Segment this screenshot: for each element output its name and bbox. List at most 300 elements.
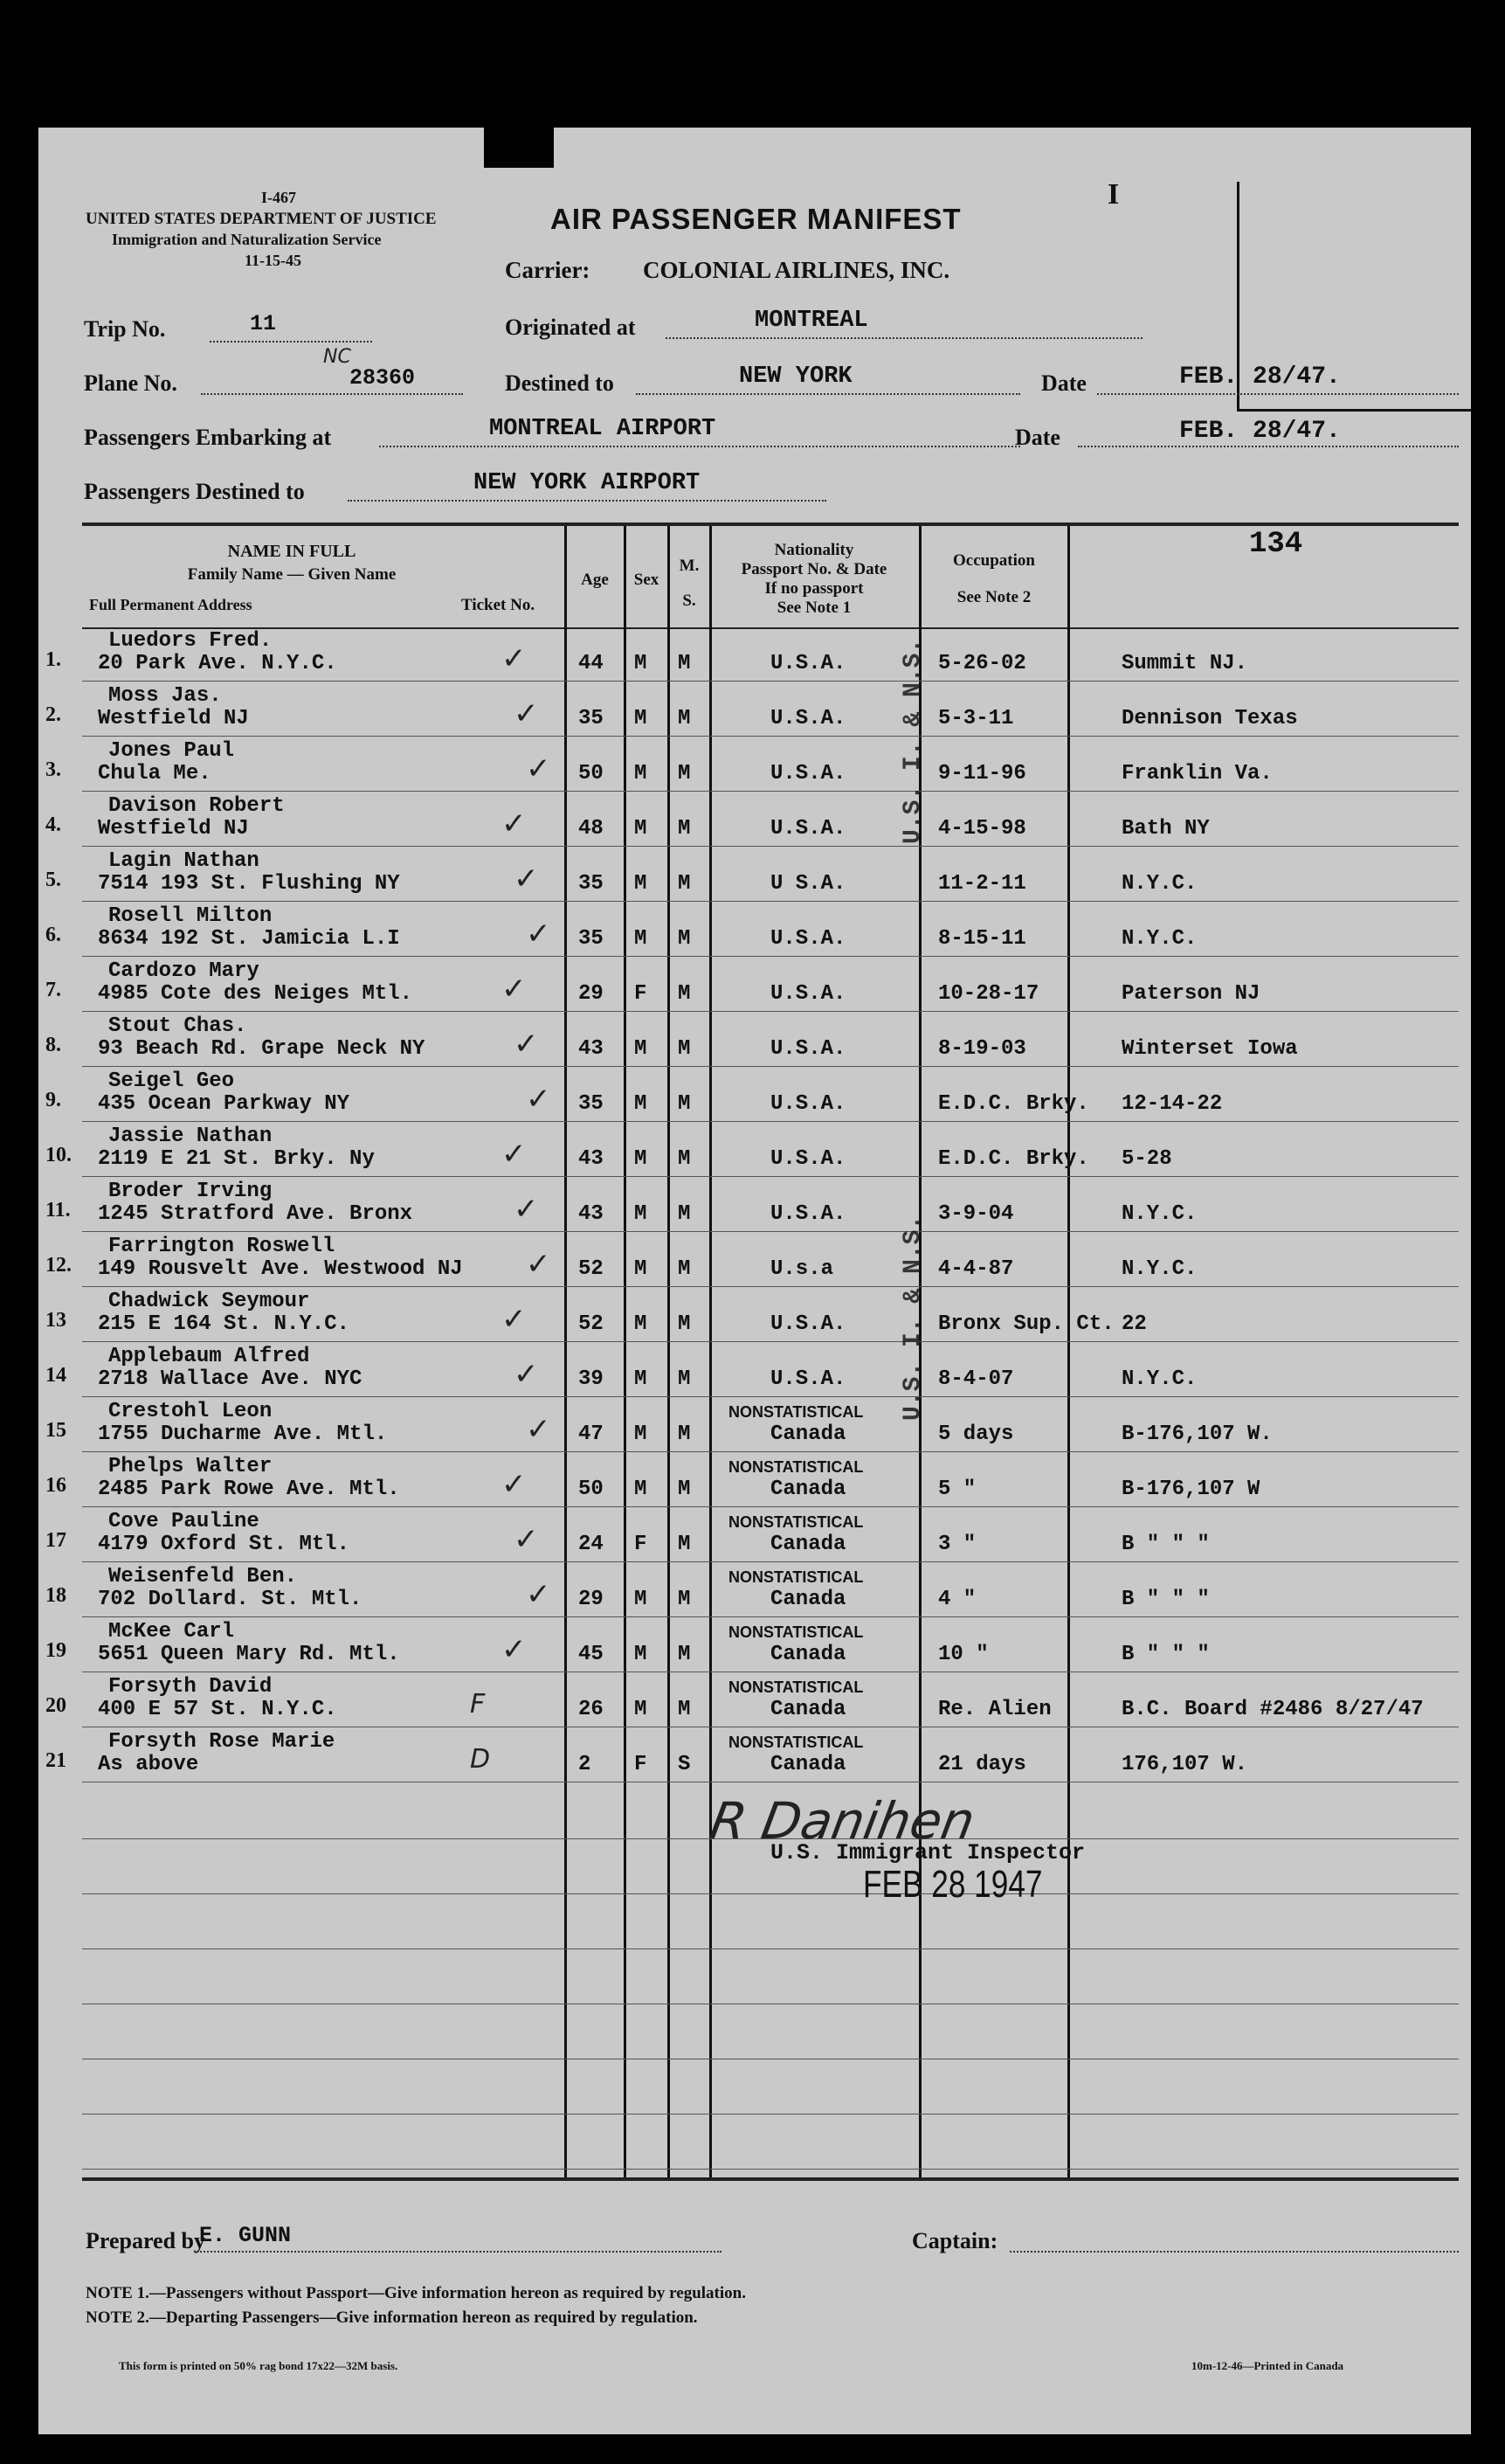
destined-label: Destined to xyxy=(505,370,614,396)
col-occ-2: See Note 2 xyxy=(956,588,1032,606)
passenger-address: 2119 E 21 St. Brky. Ny xyxy=(98,1147,375,1171)
row-number: 5. xyxy=(45,869,61,891)
row-rule xyxy=(82,846,1459,847)
passenger-name: Farrington Roswell xyxy=(108,1235,335,1258)
department: UNITED STATES DEPARTMENT OF JUSTICE xyxy=(86,210,437,228)
passenger-address: 2718 Wallace Ave. NYC xyxy=(98,1367,362,1391)
passenger-detail-1: 5 " xyxy=(938,1478,977,1501)
passenger-nationality: U.S.A. xyxy=(770,982,846,1006)
ticket-mark: D xyxy=(470,1744,491,1775)
passenger-nationality: U.S.A. xyxy=(770,1202,846,1226)
check-mark: ✓ xyxy=(501,641,527,676)
passenger-detail-1: 10-28-17 xyxy=(938,982,1039,1006)
passenger-sex: M xyxy=(634,1147,647,1171)
table-row xyxy=(38,958,1471,1013)
passenger-sex: M xyxy=(634,1698,647,1721)
check-mark: ✓ xyxy=(526,1577,551,1612)
passenger-detail-2: Paterson NJ xyxy=(1122,982,1260,1006)
passenger-address: 2485 Park Rowe Ave. Mtl. xyxy=(98,1478,400,1501)
passenger-detail-2: Bath NY xyxy=(1122,817,1210,841)
passenger-address: Chula Me. xyxy=(98,762,211,786)
check-mark: ✓ xyxy=(501,1137,527,1172)
passenger-name: Luedors Fred. xyxy=(108,629,273,653)
passenger-sex: M xyxy=(634,872,647,896)
passenger-marital: M xyxy=(678,1312,691,1336)
passenger-name: Weisenfeld Ben. xyxy=(108,1565,298,1588)
col-address: Full Permanent Address xyxy=(89,596,252,613)
row-number: 16 xyxy=(45,1474,66,1497)
check-mark: ✓ xyxy=(501,806,527,841)
passenger-detail-1: 3 " xyxy=(938,1533,977,1556)
passenger-detail-1: 8-19-03 xyxy=(938,1037,1026,1061)
row-number: 7. xyxy=(45,979,61,1001)
table-row xyxy=(38,1233,1471,1288)
passenger-age: 43 xyxy=(578,1147,604,1171)
passenger-marital: M xyxy=(678,707,691,730)
plane-note: NC xyxy=(323,346,351,368)
table-row xyxy=(38,1728,1471,1783)
col-name: NAME IN FULL xyxy=(227,542,356,561)
check-mark: ✓ xyxy=(526,1082,551,1117)
passenger-age: 48 xyxy=(578,817,604,841)
passenger-sex: M xyxy=(634,1037,647,1061)
table-row xyxy=(38,1123,1471,1178)
ticket-mark: F xyxy=(470,1689,486,1720)
passenger-address: Westfield NJ xyxy=(98,817,249,841)
trip-label: Trip No. xyxy=(84,316,166,342)
passenger-detail-1: 4-4-87 xyxy=(938,1257,1014,1281)
row-number: 17 xyxy=(45,1529,66,1552)
passenger-sex: M xyxy=(634,1643,647,1666)
passenger-age: 47 xyxy=(578,1422,604,1446)
passenger-age: 24 xyxy=(578,1533,604,1556)
passenger-age: 26 xyxy=(578,1698,604,1721)
passenger-detail-2: Dennison Texas xyxy=(1122,707,1298,730)
date-label: Date xyxy=(1041,370,1087,396)
passenger-marital: M xyxy=(678,1643,691,1666)
passenger-detail-2: N.Y.C. xyxy=(1122,1257,1198,1281)
nonstatistical-stamp: NONSTATISTICAL xyxy=(728,1623,864,1641)
nonstatistical-stamp: NONSTATISTICAL xyxy=(728,1568,864,1586)
passenger-detail-2: 12-14-22 xyxy=(1122,1092,1223,1116)
passenger-sex: M xyxy=(634,1257,647,1281)
passenger-address: 149 Rousvelt Ave. Westwood NJ xyxy=(98,1257,463,1281)
passenger-detail-1: Bronx Sup. Ct. xyxy=(938,1312,1115,1336)
passenger-sex: M xyxy=(634,817,647,841)
check-mark: ✓ xyxy=(526,751,551,786)
row-rule xyxy=(82,1066,1459,1067)
check-mark: ✓ xyxy=(514,1522,539,1557)
passenger-nationality: U.S.A. xyxy=(770,762,846,786)
row-number: 2. xyxy=(45,703,61,726)
check-mark: ✓ xyxy=(526,1412,551,1447)
passenger-name: Rosell Milton xyxy=(108,904,273,928)
check-mark: ✓ xyxy=(501,972,527,1007)
check-mark: ✓ xyxy=(514,862,539,896)
table-row xyxy=(38,737,1471,792)
passenger-detail-1: Re. Alien xyxy=(938,1698,1052,1721)
col-sex: Sex xyxy=(633,571,659,589)
date-value: FEB. 28/47. xyxy=(1179,363,1341,391)
col-family-given: Family Name — Given Name xyxy=(187,565,397,584)
passenger-nationality: Canada xyxy=(770,1478,846,1501)
passenger-detail-2: B-176,107 W. xyxy=(1122,1422,1273,1446)
prepared-label: Prepared by xyxy=(86,2228,205,2253)
passenger-age: 29 xyxy=(578,1588,604,1611)
passenger-detail-1: 8-4-07 xyxy=(938,1367,1014,1391)
passenger-detail-2: Winterset Iowa xyxy=(1122,1037,1298,1061)
passenger-age: 50 xyxy=(578,1478,604,1501)
passenger-marital: M xyxy=(678,1533,691,1556)
passenger-nationality: Canada xyxy=(770,1588,846,1611)
inspector-signature: R Danihen xyxy=(706,1791,980,1851)
passenger-marital: M xyxy=(678,1478,691,1501)
nonstatistical-stamp: NONSTATISTICAL xyxy=(728,1678,864,1696)
passenger-detail-2: B " " " xyxy=(1122,1643,1210,1666)
embarking-value: MONTREAL AIRPORT xyxy=(489,416,716,442)
passenger-address: 702 Dollard. St. Mtl. xyxy=(98,1588,362,1611)
passenger-nationality: U.s.a xyxy=(770,1257,834,1281)
passenger-name: Broder Irving xyxy=(108,1180,273,1203)
table-bottom-rule xyxy=(82,2177,1459,2181)
corner-mark: I xyxy=(1108,178,1120,211)
passenger-age: 35 xyxy=(578,707,604,730)
passenger-nationality: U.S.A. xyxy=(770,1037,846,1061)
passenger-detail-2: Summit NJ. xyxy=(1122,652,1248,675)
passenger-age: 35 xyxy=(578,1092,604,1116)
passenger-age: 35 xyxy=(578,872,604,896)
table-row xyxy=(38,1563,1471,1618)
vertical-stamp-2: U.S. I. & N.S. xyxy=(900,1215,927,1421)
passenger-name: Moss Jas. xyxy=(108,684,222,708)
plane-label: Plane No. xyxy=(84,370,177,396)
passenger-marital: M xyxy=(678,762,691,786)
passenger-sex: M xyxy=(634,1367,647,1391)
passenger-marital: M xyxy=(678,1202,691,1226)
passenger-detail-1: 5-26-02 xyxy=(938,652,1026,675)
destined-value: NEW YORK xyxy=(739,363,853,390)
passenger-sex: M xyxy=(634,762,647,786)
table-row xyxy=(38,1508,1471,1563)
passenger-nationality: U.S.A. xyxy=(770,927,846,951)
passenger-name: Cove Pauline xyxy=(108,1510,259,1533)
passenger-nationality: U.S.A. xyxy=(770,1147,846,1171)
passenger-name: Lagin Nathan xyxy=(108,849,259,873)
row-number: 9. xyxy=(45,1089,61,1111)
row-rule xyxy=(82,1286,1459,1287)
row-number: 8. xyxy=(45,1034,61,1056)
table-row xyxy=(38,1343,1471,1398)
passenger-detail-2: B.C. Board #2486 8/27/47 xyxy=(1122,1698,1424,1721)
table-row xyxy=(38,1618,1471,1673)
table-row xyxy=(38,1673,1471,1728)
form-date: 11-15-45 xyxy=(245,252,301,269)
originated-label: Originated at xyxy=(505,315,636,340)
table-row xyxy=(38,1178,1471,1233)
date2-label: Date xyxy=(1015,425,1060,450)
passenger-detail-1: 8-15-11 xyxy=(938,927,1026,951)
check-mark: ✓ xyxy=(501,1302,527,1337)
passenger-name: McKee Carl xyxy=(108,1620,235,1644)
check-mark: ✓ xyxy=(501,1467,527,1502)
row-number: 3. xyxy=(45,758,61,781)
passenger-detail-2: 5-28 xyxy=(1122,1147,1172,1171)
passenger-detail-1: 5 days xyxy=(938,1422,1014,1446)
passenger-nationality: Canada xyxy=(770,1753,846,1776)
passenger-address: 435 Ocean Parkway NY xyxy=(98,1092,350,1116)
passenger-sex: M xyxy=(634,1312,647,1336)
passenger-detail-1: E.D.C. Brky. xyxy=(938,1092,1089,1116)
passenger-marital: M xyxy=(678,1698,691,1721)
passenger-marital: M xyxy=(678,1147,691,1171)
passenger-address: 4179 Oxford St. Mtl. xyxy=(98,1533,350,1556)
passenger-name: Davison Robert xyxy=(108,794,285,818)
table-row xyxy=(38,1068,1471,1123)
row-rule xyxy=(82,1396,1459,1397)
row-number: 1. xyxy=(45,648,61,671)
passenger-sex: F xyxy=(634,982,647,1006)
passenger-address: 4985 Cote des Neiges Mtl. xyxy=(98,982,413,1006)
carrier-label: Carrier: xyxy=(505,257,590,283)
passenger-marital: M xyxy=(678,872,691,896)
nonstatistical-stamp: NONSTATISTICAL xyxy=(728,1734,864,1751)
printed-right: 10m-12-46—Printed in Canada xyxy=(1191,2359,1344,2372)
passenger-marital: M xyxy=(678,982,691,1006)
passenger-name: Jones Paul xyxy=(108,739,235,763)
row-number: 10. xyxy=(45,1144,72,1166)
table-top-rule xyxy=(82,523,1459,526)
passenger-detail-2: Franklin Va. xyxy=(1122,762,1273,786)
vertical-stamp-1: U.S. I. & N.S. xyxy=(900,638,927,844)
col-nat-2: Passport No. & Date xyxy=(741,560,887,578)
passenger-nationality: U.S.A. xyxy=(770,817,846,841)
passenger-detail-1: 4-15-98 xyxy=(938,817,1026,841)
passenger-name: Applebaum Alfred xyxy=(108,1345,310,1368)
col-nat-1: Nationality xyxy=(774,541,854,559)
row-number: 15 xyxy=(45,1419,66,1442)
col-nat-4: See Note 1 xyxy=(777,599,852,617)
passenger-detail-2: 176,107 W. xyxy=(1122,1753,1248,1776)
row-rule xyxy=(82,681,1459,682)
passenger-nationality: U.S.A. xyxy=(770,652,846,675)
check-mark: ✓ xyxy=(501,1632,527,1667)
passenger-marital: M xyxy=(678,817,691,841)
row-rule xyxy=(82,956,1459,957)
row-number: 19 xyxy=(45,1639,66,1662)
passenger-name: Seigel Geo xyxy=(108,1069,235,1093)
passenger-address: 8634 192 St. Jamicia L.I xyxy=(98,927,400,951)
passenger-sex: M xyxy=(634,707,647,730)
passenger-name: Jassie Nathan xyxy=(108,1125,273,1148)
col-nat-3: If no passport xyxy=(764,579,864,598)
pass-destined-label: Passengers Destined to xyxy=(84,479,305,504)
passenger-name: Forsyth David xyxy=(108,1675,273,1699)
service: Immigration and Naturalization Service xyxy=(112,231,382,248)
passenger-nationality: U.S.A. xyxy=(770,1367,846,1391)
passenger-detail-2: N.Y.C. xyxy=(1122,1202,1198,1226)
table-row xyxy=(38,903,1471,958)
note-2: NOTE 2.—Departing Passengers—Give information hereon as required by regulation. xyxy=(86,2308,698,2327)
passenger-sex: F xyxy=(634,1753,647,1776)
passenger-nationality: Canada xyxy=(770,1422,846,1446)
passenger-address: 1755 Ducharme Ave. Mtl. xyxy=(98,1422,388,1446)
passenger-address: As above xyxy=(98,1753,199,1776)
table-row xyxy=(38,1288,1471,1343)
passenger-detail-2: N.Y.C. xyxy=(1122,1367,1198,1391)
passenger-age: 43 xyxy=(578,1202,604,1226)
nonstatistical-stamp: NONSTATISTICAL xyxy=(728,1458,864,1476)
passenger-nationality: U.S.A. xyxy=(770,1312,846,1336)
passenger-age: 43 xyxy=(578,1037,604,1061)
check-mark: ✓ xyxy=(514,1357,539,1392)
passenger-detail-2: 22 xyxy=(1122,1312,1147,1336)
embarking-label: Passengers Embarking at xyxy=(84,425,332,450)
table-row xyxy=(38,1013,1471,1068)
prepared-value: E. GUNN xyxy=(199,2223,292,2248)
row-rule xyxy=(82,1176,1459,1177)
passenger-detail-1: 11-2-11 xyxy=(938,872,1026,896)
passenger-sex: M xyxy=(634,1092,647,1116)
col-ticket: Ticket No. xyxy=(461,596,535,614)
passenger-detail-1: 10 " xyxy=(938,1643,989,1666)
table-row xyxy=(38,848,1471,903)
passenger-name: Chadwick Seymour xyxy=(108,1290,310,1313)
passenger-address: Westfield NJ xyxy=(98,707,249,730)
col-marital-m: M. xyxy=(679,557,700,575)
passenger-marital: M xyxy=(678,1037,691,1061)
row-rule xyxy=(82,1506,1459,1507)
row-rule xyxy=(82,1451,1459,1452)
note-1: NOTE 1.—Passengers without Passport—Give information hereon as required by regulation. xyxy=(86,2284,746,2302)
check-mark: ✓ xyxy=(514,696,539,731)
row-number: 18 xyxy=(45,1584,66,1607)
row-rule xyxy=(82,901,1459,902)
check-mark: ✓ xyxy=(514,1192,539,1227)
pass-destined-value: NEW YORK AIRPORT xyxy=(473,470,701,496)
captain-label: Captain: xyxy=(912,2228,998,2253)
row-number: 12. xyxy=(45,1254,72,1277)
passenger-age: 50 xyxy=(578,762,604,786)
passenger-nationality: Canada xyxy=(770,1643,846,1666)
table-row xyxy=(38,1398,1471,1453)
passenger-sex: M xyxy=(634,652,647,675)
carrier-value: COLONIAL AIRLINES, INC. xyxy=(643,257,950,283)
passenger-detail-2: B " " " xyxy=(1122,1533,1210,1556)
row-rule xyxy=(82,1121,1459,1122)
passenger-nationality: Canada xyxy=(770,1533,846,1556)
inspector-title: U.S. Immigrant Inspector xyxy=(770,1840,1086,1865)
row-rule xyxy=(82,736,1459,737)
passenger-nationality: U.S.A. xyxy=(770,707,846,730)
passenger-marital: M xyxy=(678,1588,691,1611)
passenger-address: 1245 Stratford Ave. Bronx xyxy=(98,1202,413,1226)
passenger-detail-1: 9-11-96 xyxy=(938,762,1026,786)
empty-row-rule xyxy=(82,2169,1459,2170)
col-occ-1: Occupation xyxy=(953,551,1035,570)
passenger-age: 45 xyxy=(578,1643,604,1666)
manifest-sheet xyxy=(38,128,1471,2434)
passenger-marital: M xyxy=(678,927,691,951)
passenger-sex: M xyxy=(634,1478,647,1501)
row-number: 13 xyxy=(45,1309,66,1332)
passenger-address: 93 Beach Rd. Grape Neck NY xyxy=(98,1037,425,1061)
passenger-detail-2: N.Y.C. xyxy=(1122,872,1198,896)
row-rule xyxy=(82,1011,1459,1012)
passenger-age: 44 xyxy=(578,652,604,675)
row-number: 6. xyxy=(45,924,61,946)
passenger-name: Stout Chas. xyxy=(108,1014,247,1038)
passenger-age: 29 xyxy=(578,982,604,1006)
passenger-marital: M xyxy=(678,1422,691,1446)
passenger-address: 20 Park Ave. N.Y.C. xyxy=(98,652,337,675)
date2-value: FEB. 28/47. xyxy=(1179,418,1341,445)
passenger-nationality: U.S.A. xyxy=(770,1092,846,1116)
passenger-detail-2: B " " " xyxy=(1122,1588,1210,1611)
passenger-marital: M xyxy=(678,652,691,675)
empty-row-rule xyxy=(82,1948,1459,1949)
passenger-marital: M xyxy=(678,1257,691,1281)
passenger-name: Cardozo Mary xyxy=(108,959,259,983)
passenger-name: Forsyth Rose Marie xyxy=(108,1730,335,1754)
passenger-age: 52 xyxy=(578,1257,604,1281)
table-row xyxy=(38,1453,1471,1508)
passenger-detail-1: E.D.C. Brky. xyxy=(938,1147,1089,1171)
nonstatistical-stamp: NONSTATISTICAL xyxy=(728,1403,864,1421)
row-rule xyxy=(82,1341,1459,1342)
check-mark: ✓ xyxy=(526,1247,551,1282)
passenger-address: 5651 Queen Mary Rd. Mtl. xyxy=(98,1643,400,1666)
row-rule xyxy=(82,1616,1459,1617)
passenger-detail-1: 5-3-11 xyxy=(938,707,1014,730)
passenger-address: 400 E 57 St. N.Y.C. xyxy=(98,1698,337,1721)
printed-left: This form is printed on 50% rag bond 17x22—32M basis. xyxy=(119,2359,398,2372)
passenger-name: Phelps Walter xyxy=(108,1455,273,1478)
passenger-sex: F xyxy=(634,1533,647,1556)
check-mark: ✓ xyxy=(514,1027,539,1062)
passenger-marital: M xyxy=(678,1367,691,1391)
col-marital-s: S. xyxy=(682,592,696,610)
trip-value: 11 xyxy=(250,311,277,336)
plane-value: 28360 xyxy=(349,365,416,391)
table-row xyxy=(38,682,1471,737)
passenger-detail-2: B-176,107 W xyxy=(1122,1478,1260,1501)
row-rule xyxy=(82,1231,1459,1232)
passenger-sex: M xyxy=(634,1202,647,1226)
table-row xyxy=(38,627,1471,682)
passenger-sex: M xyxy=(634,927,647,951)
originated-value: MONTREAL xyxy=(755,308,868,334)
passenger-sex: M xyxy=(634,1422,647,1446)
passenger-nationality: Canada xyxy=(770,1698,846,1721)
passenger-address: 215 E 164 St. N.Y.C. xyxy=(98,1312,350,1336)
passenger-name: Crestohl Leon xyxy=(108,1400,273,1423)
passenger-age: 52 xyxy=(578,1312,604,1336)
stamp-date: FEB 28 1947 xyxy=(863,1863,1043,1906)
empty-row-rule xyxy=(82,1893,1459,1894)
form-number: I-467 xyxy=(261,189,296,206)
table-row xyxy=(38,792,1471,848)
row-rule xyxy=(82,791,1459,792)
passenger-detail-1: 4 " xyxy=(938,1588,977,1611)
passenger-detail-1: 21 days xyxy=(938,1753,1026,1776)
passenger-sex: M xyxy=(634,1588,647,1611)
passenger-detail-2: N.Y.C. xyxy=(1122,927,1198,951)
row-number: 4. xyxy=(45,813,61,836)
row-rule xyxy=(82,1561,1459,1562)
passenger-age: 2 xyxy=(578,1753,591,1776)
passenger-nationality: U S.A. xyxy=(770,872,846,896)
binding-tab xyxy=(484,128,554,168)
